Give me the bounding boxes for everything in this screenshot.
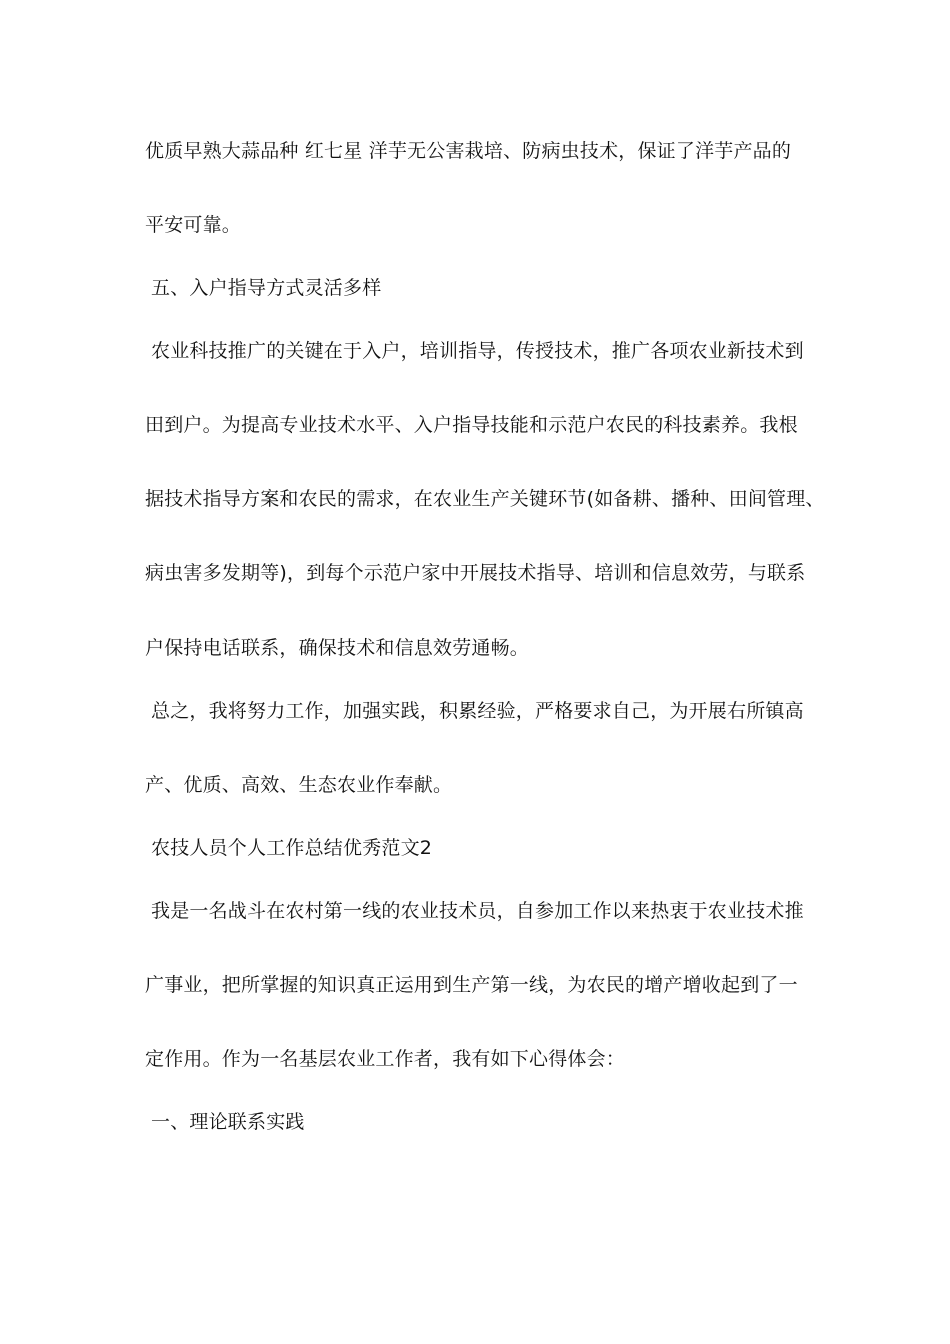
text-line-14: 定作用。作为一名基层农业工作者，我有如下心得体会： [145, 1048, 626, 1070]
text-line-6: 据技术指导方案和农民的需求，在农业生产关键环节(如备耕、播种、田间管理、 [145, 488, 825, 510]
text-line-8: 户保持电话联系，确保技术和信息效劳通畅。 [145, 637, 530, 659]
text-line-2: 平安可靠。 [145, 214, 242, 236]
text-line-13: 广事业，把所掌握的知识真正运用到生产第一线，为农民的增产增收起到了一 [145, 974, 798, 996]
text-line-9: 总之，我将努力工作，加强实践，积累经验，严格要求自己，为开展右所镇高 [151, 700, 804, 722]
document-subtitle: 农技人员个人工作总结优秀范文2 [151, 837, 433, 859]
text-line-4: 农业科技推广的关键在于入户，培训指导，传授技术，推广各项农业新技术到 [151, 340, 804, 362]
section-heading-5: 五、入户指导方式灵活多样 [151, 277, 382, 299]
text-line-1: 优质早熟大蒜品种 红七星 洋芋无公害栽培、防病虫技术，保证了洋芋产品的 [145, 140, 792, 162]
text-line-10: 产、优质、高效、生态农业作奉献。 [145, 774, 453, 796]
text-line-7: 病虫害多发期等)，到每个示范户家中开展技术指导、培训和信息效劳，与联系 [145, 562, 806, 584]
text-line-5: 田到户。为提高专业技术水平、入户指导技能和示范户农民的科技素养。我根 [145, 414, 798, 436]
section-heading-1: 一、理论联系实践 [151, 1111, 305, 1133]
text-line-12: 我是一名战斗在农村第一线的农业技术员，自参加工作以来热衷于农业技术推 [151, 900, 804, 922]
